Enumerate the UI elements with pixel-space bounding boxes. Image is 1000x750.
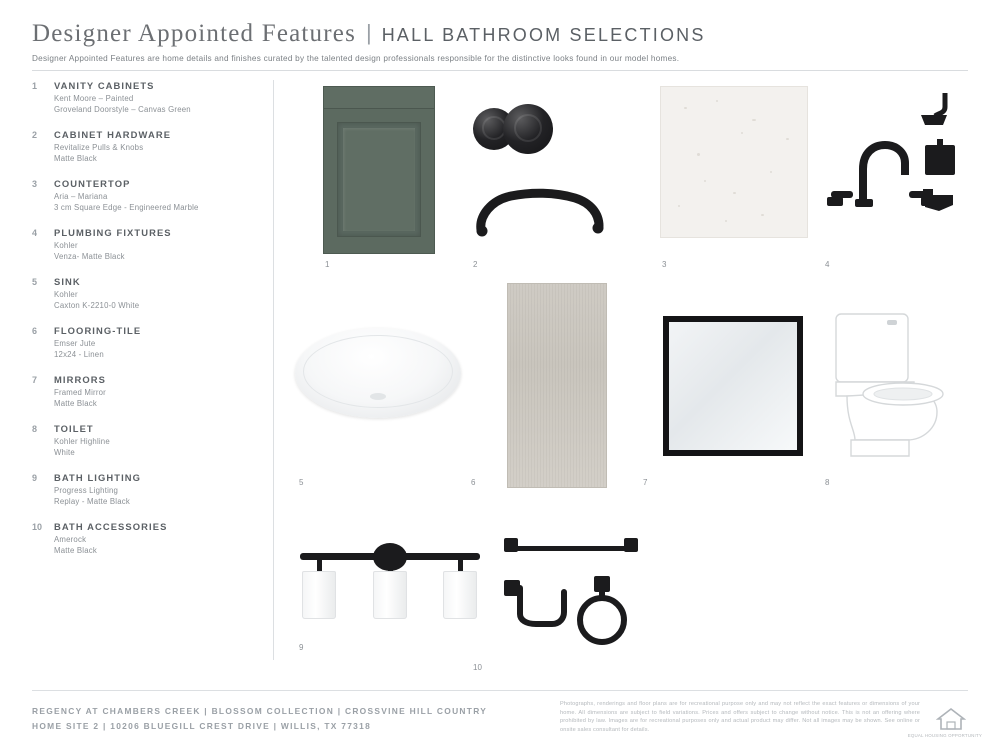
toilet-image xyxy=(825,308,965,468)
legend-detail: 12x24 - Linen xyxy=(54,349,104,359)
legend-number: 1 xyxy=(32,81,38,91)
sink-drain xyxy=(370,393,386,400)
list-item xyxy=(32,129,254,165)
list-item xyxy=(32,227,254,263)
legend-title: BATH LIGHTING xyxy=(54,472,142,483)
title-divider: | xyxy=(366,20,372,45)
footer-community-info xyxy=(32,706,552,731)
legend-detail: Matte Black xyxy=(54,398,97,408)
legend-detail: Matte Black xyxy=(54,545,97,555)
legend-detail: Kohler xyxy=(54,290,78,299)
legend-detail: White xyxy=(54,447,75,457)
list-item xyxy=(32,521,254,557)
legend-number: 7 xyxy=(32,375,38,385)
product-image-board xyxy=(285,78,968,672)
light-stem xyxy=(458,558,463,572)
legend-title: PLUMBING FIXTURES xyxy=(54,227,172,238)
footer-line-2: HOME SITE 2 | 10206 BLUEGILL CREST DRIVE | WILLIS, TX 77318 xyxy=(32,721,372,731)
legend-title: TOILET xyxy=(54,423,94,434)
legend-title: BATH ACCESSORIES xyxy=(54,521,168,532)
footer-line-1: REGENCY AT CHAMBERS CREEK | BLOSSOM COLLECTION | CROSSVINE HILL COUNTRY xyxy=(32,706,488,716)
legend-detail: Kohler xyxy=(54,241,78,250)
light-stem xyxy=(388,558,393,572)
list-item xyxy=(32,178,254,214)
cabinet-pull-image xyxy=(475,186,605,238)
image-number-9: 9 xyxy=(299,643,304,652)
accessories-icon xyxy=(490,528,670,658)
legend-detail: 3 cm Square Edge - Engineered Marble xyxy=(54,202,199,212)
list-item xyxy=(32,423,254,459)
flooring-tile-image xyxy=(507,283,607,488)
image-number-6: 6 xyxy=(471,478,476,487)
image-number-4: 4 xyxy=(825,260,830,269)
list-item xyxy=(32,374,254,410)
bath-lighting-image xyxy=(295,533,485,653)
list-item xyxy=(32,276,254,312)
legend-detail: Revitalize Pulls & Knobs xyxy=(54,143,144,152)
legend-detail: Emser Jute xyxy=(54,339,96,348)
legend-detail: Amerock xyxy=(54,535,87,544)
light-stem xyxy=(317,558,322,572)
legend-title: MIRRORS xyxy=(54,374,106,385)
knob-ring xyxy=(514,114,542,142)
page-subtitle-heading: HALL BATHROOM SELECTIONS xyxy=(381,25,706,45)
legend-detail: Progress Lighting xyxy=(54,486,119,495)
features-legend-list xyxy=(32,80,254,570)
image-number-5: 5 xyxy=(299,478,304,487)
pull-icon xyxy=(475,186,605,238)
page-header xyxy=(32,20,968,63)
legend-detail: Aria – Mariana xyxy=(54,192,108,201)
header-description: Designer Appointed Features are home details and finishes curated by the talented design professionals responsible for the distinctive looks found in our model homes. xyxy=(32,54,680,63)
legend-title: CABINET HARDWARE xyxy=(54,129,172,140)
legend-number: 2 xyxy=(32,130,38,140)
cabinet-panel-inner xyxy=(343,128,415,231)
legend-number: 9 xyxy=(32,473,38,483)
legend-number: 6 xyxy=(32,326,38,336)
bath-accessories-image xyxy=(490,528,670,658)
legend-title: VANITY CABINETS xyxy=(54,80,155,91)
legend-detail: Framed Mirror xyxy=(54,388,106,397)
faucet-icon xyxy=(825,83,965,243)
image-number-10: 10 xyxy=(473,663,482,672)
image-number-2: 2 xyxy=(473,260,478,269)
footer-divider xyxy=(32,690,968,691)
image-number-7: 7 xyxy=(643,478,648,487)
image-number-3: 3 xyxy=(662,260,667,269)
image-number-1: 1 xyxy=(325,260,330,269)
light-shade xyxy=(443,571,477,619)
legend-detail: Replay - Matte Black xyxy=(54,496,130,506)
legend-detail: Kent Moore – Painted xyxy=(54,94,134,103)
countertop-swatch-image xyxy=(660,86,808,238)
legend-title: FLOORING-TILE xyxy=(54,325,142,336)
title-row xyxy=(32,20,968,48)
legend-number: 3 xyxy=(32,179,38,189)
legend-title: COUNTERTOP xyxy=(54,178,131,189)
light-shade xyxy=(302,571,336,619)
legend-detail: Caxton K-2210-0 White xyxy=(54,300,140,310)
equal-housing-opportunity-icon xyxy=(936,706,966,732)
vanity-cabinet-door-image xyxy=(323,86,435,254)
undermount-sink-image xyxy=(295,328,461,418)
footer-disclaimer: Photographs, renderings and floor plans are for recreational purpose only and may not reflect the exact features or dimensions of your home. All dimensions are subject to field variations. Prices and offers subject to change without notice. This is not an offering where prohibited by law. Images are for recreational purposes only and actual product may differ. Not all images may be shown. See online or onsite sales consultant for details. xyxy=(560,701,920,733)
legend-number: 8 xyxy=(32,424,38,434)
cabinet-panel xyxy=(337,122,421,237)
list-item xyxy=(32,472,254,508)
legend-number: 4 xyxy=(32,228,38,238)
legend-detail: Groveland Doorstyle – Canvas Green xyxy=(54,104,191,114)
plumbing-fixtures-image xyxy=(825,83,965,243)
page-title: Designer Appointed Features xyxy=(32,20,357,47)
legend-number: 10 xyxy=(32,522,43,532)
legend-detail: Kohler Highline xyxy=(54,437,110,446)
list-item xyxy=(32,325,254,361)
legend-detail: Venza- Matte Black xyxy=(54,251,125,261)
header-divider xyxy=(32,70,968,71)
list-item xyxy=(32,80,254,116)
legend-number: 5 xyxy=(32,277,38,287)
cabinet-knob-image xyxy=(503,104,553,154)
legend-title: SINK xyxy=(54,276,81,287)
cabinet-top-rail xyxy=(324,87,434,109)
vertical-divider xyxy=(273,80,274,660)
light-shade xyxy=(373,571,407,619)
legend-detail: Matte Black xyxy=(54,153,97,163)
toilet-icon xyxy=(825,308,965,468)
image-number-8: 8 xyxy=(825,478,830,487)
framed-mirror-image xyxy=(663,316,803,456)
eho-label: EQUAL HOUSING OPPORTUNITY xyxy=(907,733,982,738)
